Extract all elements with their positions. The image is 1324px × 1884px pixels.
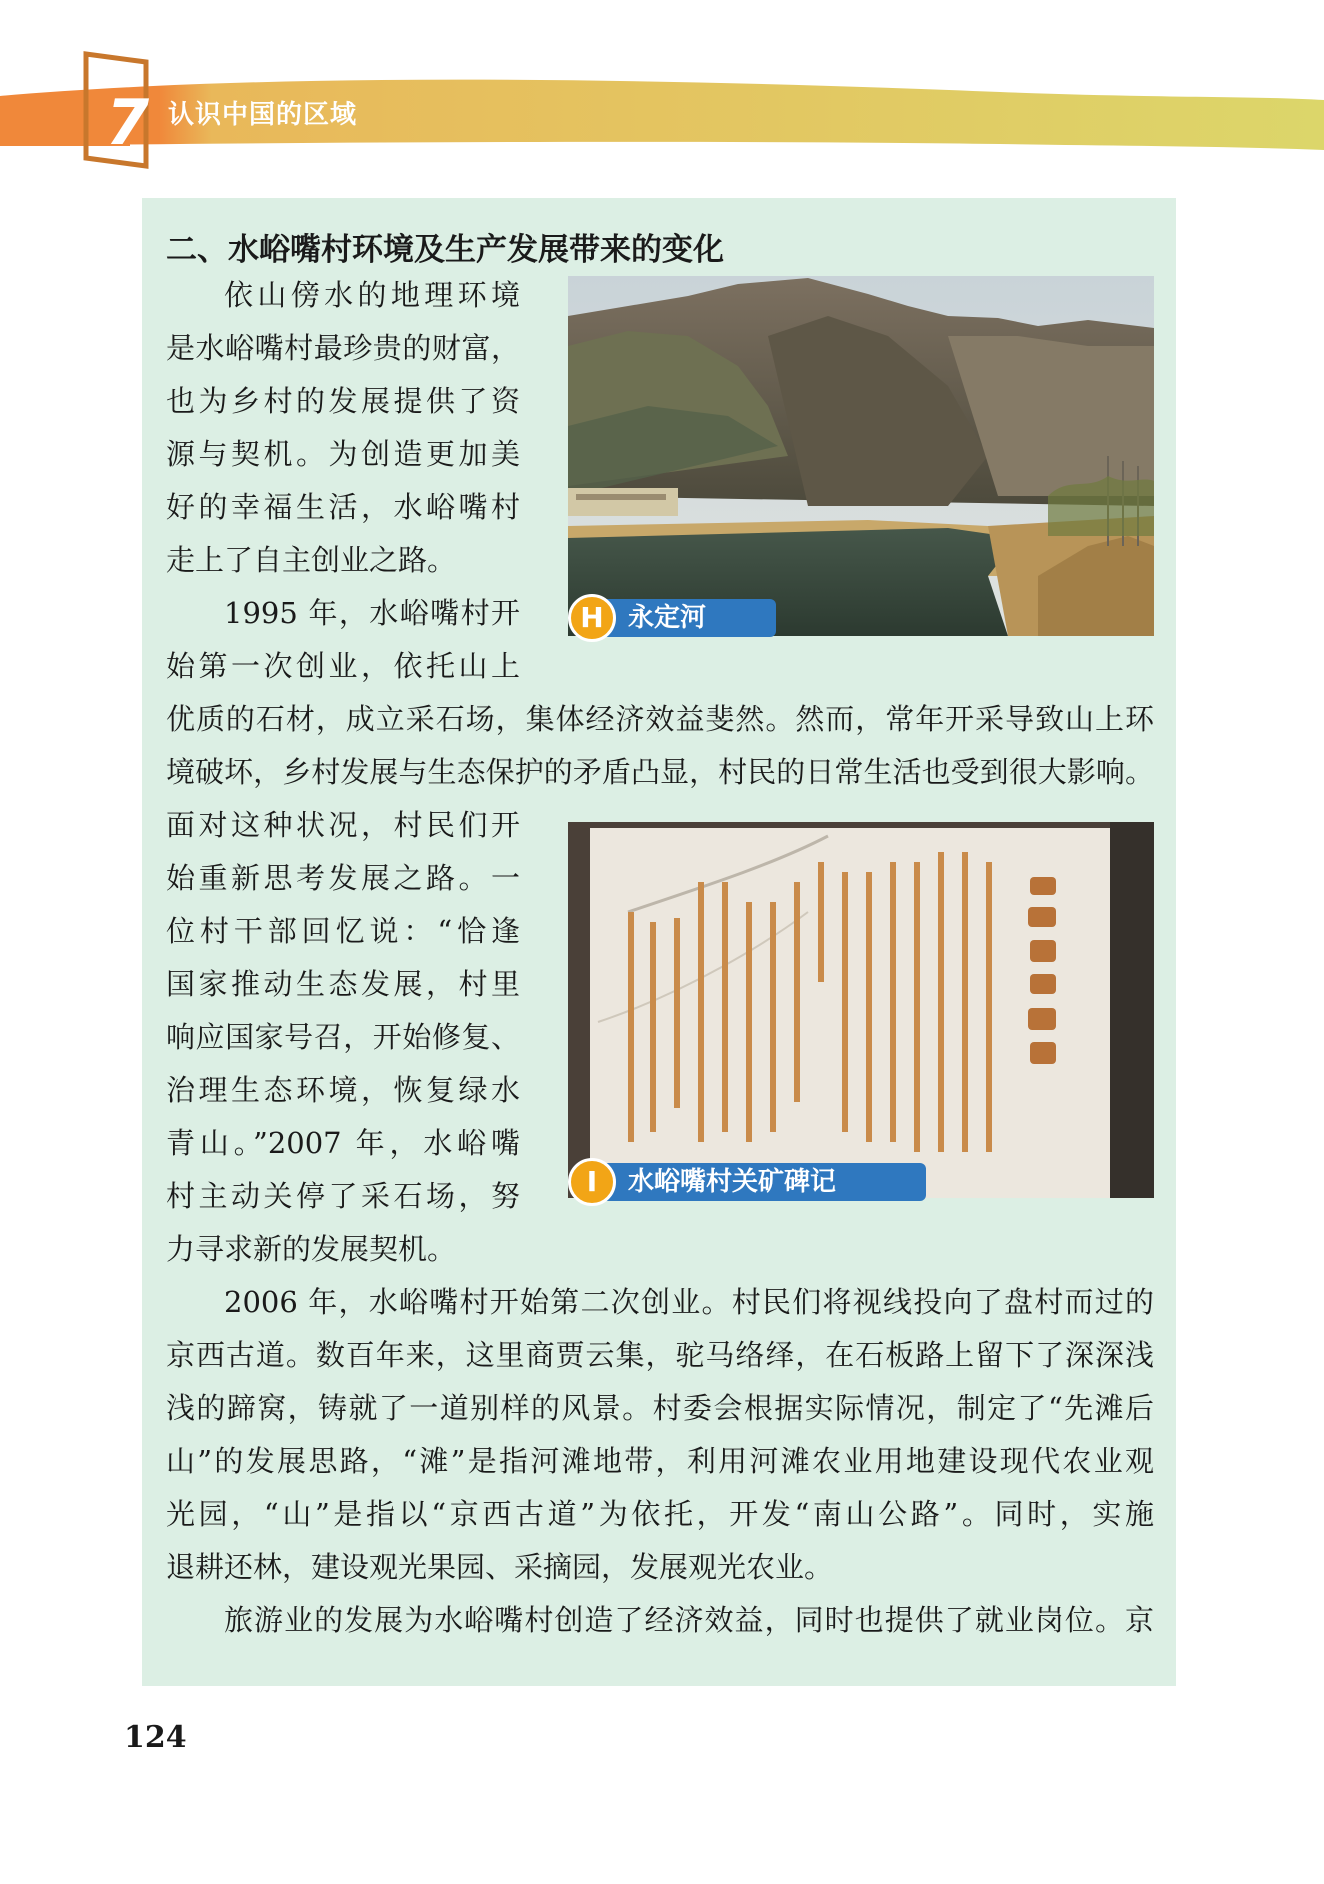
text-line: 力寻求新的发展契机。 [166,1232,457,1266]
text-line: 村主动关停了采石场，努 [166,1179,520,1213]
text-line: 面对这种状况，村民们开 [166,808,520,842]
text-line: 也为乡村的发展提供了资 [166,384,520,418]
text-line: 好的幸福生活，水峪嘴村 [166,490,520,524]
text-line: 京西古道。数百年来，这里商贾云集，驼马络绎，在石板路上留下了深深浅 [166,1338,1154,1372]
text-line: 国家推动生态发展，村里 [166,967,520,1001]
river-photo [568,276,1154,636]
text-line: 是水峪嘴村最珍贵的财富， [166,331,520,365]
text-line: 2006 年，水峪嘴村开始第二次创业。村民们将视线投向了盘村而过的 [224,1285,1154,1319]
text-line: 境破坏，乡村发展与生态保护的矛盾凸显，村民的日常生活也受到很大影响。 [166,755,1154,789]
text-line: 始重新思考发展之路。一 [166,861,520,895]
page-number: 124 [124,1720,187,1755]
text-line: 始第一次创业，依托山上 [166,649,520,683]
chapter-title: 认识中国的区域 [168,100,358,130]
text-line: 1995 年，水峪嘴村开 [224,596,520,630]
text-line: 山”的发展思路，“滩”是指河滩地带，利用河滩农业用地建设现代农业观 [166,1444,1154,1478]
figure-badge-h: H [568,594,616,642]
chapter-number: 7 [106,86,150,159]
text-line: 治理生态环境，恢复绿水 [166,1073,520,1107]
figure-badge-i: I [568,1158,616,1206]
text-line: 光园，“山”是指以“京西古道”为依托，开发“南山公路”。同时，实施 [166,1497,1154,1531]
header-banner-graphic [0,0,1324,180]
figure-caption-i: 水峪嘴村关矿碑记 [592,1163,926,1201]
text-line: 青山。”2007 年，水峪嘴 [166,1126,520,1160]
figure-caption-h: 永定河 [592,599,776,637]
text-line: 退耕还林，建设观光果园、采摘园，发展观光农业。 [166,1550,834,1584]
text-line: 走上了自主创业之路。 [166,543,457,577]
section-heading: 二、水峪嘴村环境及生产发展带来的变化 [166,232,724,268]
text-line: 依山傍水的地理环境 [224,278,520,312]
text-line: 源与契机。为创造更加美 [166,437,520,471]
stele-photo [568,822,1154,1198]
text-line: 浅的蹄窝，铸就了一道别样的风景。村委会根据实际情况，制定了“先滩后 [166,1391,1154,1425]
text-line: 旅游业的发展为水峪嘴村创造了经济效益，同时也提供了就业岗位。京 [224,1603,1154,1637]
chapter-header [0,0,1324,180]
text-line: 优质的石材，成立采石场，集体经济效益斐然。然而，常年开采导致山上环 [166,702,1154,736]
text-line: 位村干部回忆说：“恰逢 [166,914,520,948]
stele-photo-illustration [568,822,1154,1198]
river-photo-illustration [568,276,1154,636]
text-line: 响应国家号召，开始修复、 [166,1020,520,1054]
